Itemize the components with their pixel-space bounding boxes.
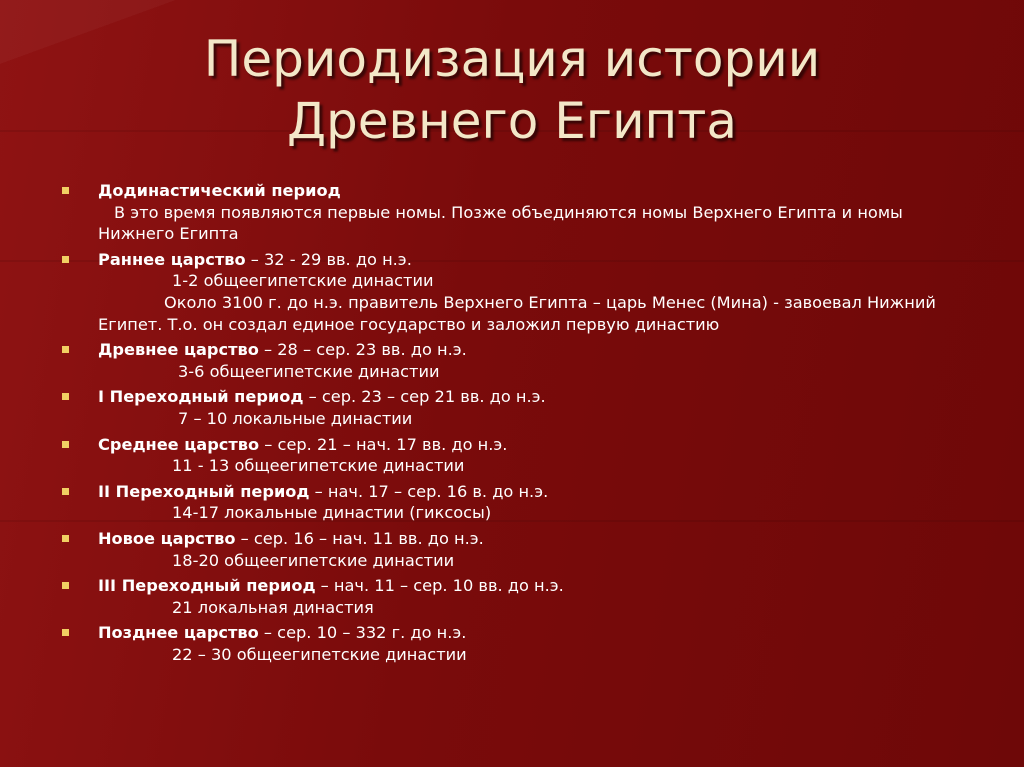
square-bullet-icon <box>62 582 69 589</box>
period-item-first-intermediate <box>58 386 958 429</box>
period-detail: В это время появляются первые номы. Позже объединяются номы Верхнего Египта и номы Нижнего Египта <box>98 202 903 244</box>
square-bullet-icon <box>62 346 69 353</box>
period-item-new-kingdom <box>58 528 958 571</box>
period-dates: – 32 - 29 вв. до н.э. <box>245 249 412 269</box>
period-name: Древнее царство <box>98 340 259 360</box>
period-heading <box>98 622 958 644</box>
period-name: III Переходный период <box>98 576 316 596</box>
period-name: I Переходный период <box>98 387 304 407</box>
square-bullet-icon <box>62 629 69 636</box>
period-heading <box>98 249 958 271</box>
period-detail: Около 3100 г. до н.э. правитель Верхнего Египта – царь Менес (Мина) - завоевал Нижний Египет. Т.о. он создал единое государство и заложил первую династию <box>98 292 936 334</box>
period-heading <box>98 434 958 456</box>
period-detail: 18-20 общеегипетские династии <box>172 550 455 570</box>
period-detail: 11 - 13 общеегипетские династии <box>172 456 465 476</box>
period-name: II Переходный период <box>98 481 310 501</box>
period-detail: 22 – 30 общеегипетские династии <box>172 644 467 664</box>
period-name: Позднее царство <box>98 623 259 643</box>
period-dates: – сер. 23 – сер 21 вв. до н.э. <box>303 387 546 407</box>
slide-title-line-2: Древнего Египта <box>286 92 738 150</box>
period-heading <box>98 386 958 408</box>
period-dates: – 28 – сер. 23 вв. до н.э. <box>258 340 467 360</box>
square-bullet-icon <box>62 488 69 495</box>
period-list <box>58 180 958 665</box>
period-item-second-intermediate <box>58 481 958 524</box>
period-detail: 3-6 общеегипетские династии <box>178 361 440 381</box>
period-detail: 1-2 общеегипетские династии <box>172 271 434 291</box>
period-heading <box>98 528 958 550</box>
period-item-old-kingdom <box>58 339 958 382</box>
period-dates: – нач. 11 – сер. 10 вв. до н.э. <box>315 576 564 596</box>
slide-title <box>0 28 1024 152</box>
period-item-early-kingdom <box>58 249 958 335</box>
period-heading <box>98 180 958 202</box>
period-dates: – сер. 21 – нач. 17 вв. до н.э. <box>259 434 508 454</box>
period-heading <box>98 339 958 361</box>
period-item-third-intermediate <box>58 575 958 618</box>
period-detail: 21 локальная династия <box>172 597 374 617</box>
period-item-middle-kingdom <box>58 434 958 477</box>
period-heading <box>98 575 958 597</box>
period-item-predynastic <box>58 180 958 245</box>
period-name: Среднее царство <box>98 434 260 454</box>
square-bullet-icon <box>62 187 69 194</box>
period-dates: – сер. 10 – 332 г. до н.э. <box>258 623 467 643</box>
square-bullet-icon <box>62 393 69 400</box>
period-dates: – нач. 17 – сер. 16 в. до н.э. <box>309 481 549 501</box>
period-name: Додинастический период <box>98 181 341 200</box>
period-name: Раннее царство <box>98 249 246 269</box>
period-detail: 14-17 локальные династии (гиксосы) <box>172 503 492 523</box>
period-heading <box>98 481 958 503</box>
slide-title-line-1: Периодизация истории <box>203 30 821 88</box>
square-bullet-icon <box>62 256 69 263</box>
period-dates: – сер. 16 – нач. 11 вв. до н.э. <box>235 528 484 548</box>
period-item-late-period <box>58 622 958 665</box>
period-name: Новое царство <box>98 528 236 548</box>
square-bullet-icon <box>62 535 69 542</box>
period-detail: 7 – 10 локальные династии <box>178 408 413 428</box>
square-bullet-icon <box>62 441 69 448</box>
